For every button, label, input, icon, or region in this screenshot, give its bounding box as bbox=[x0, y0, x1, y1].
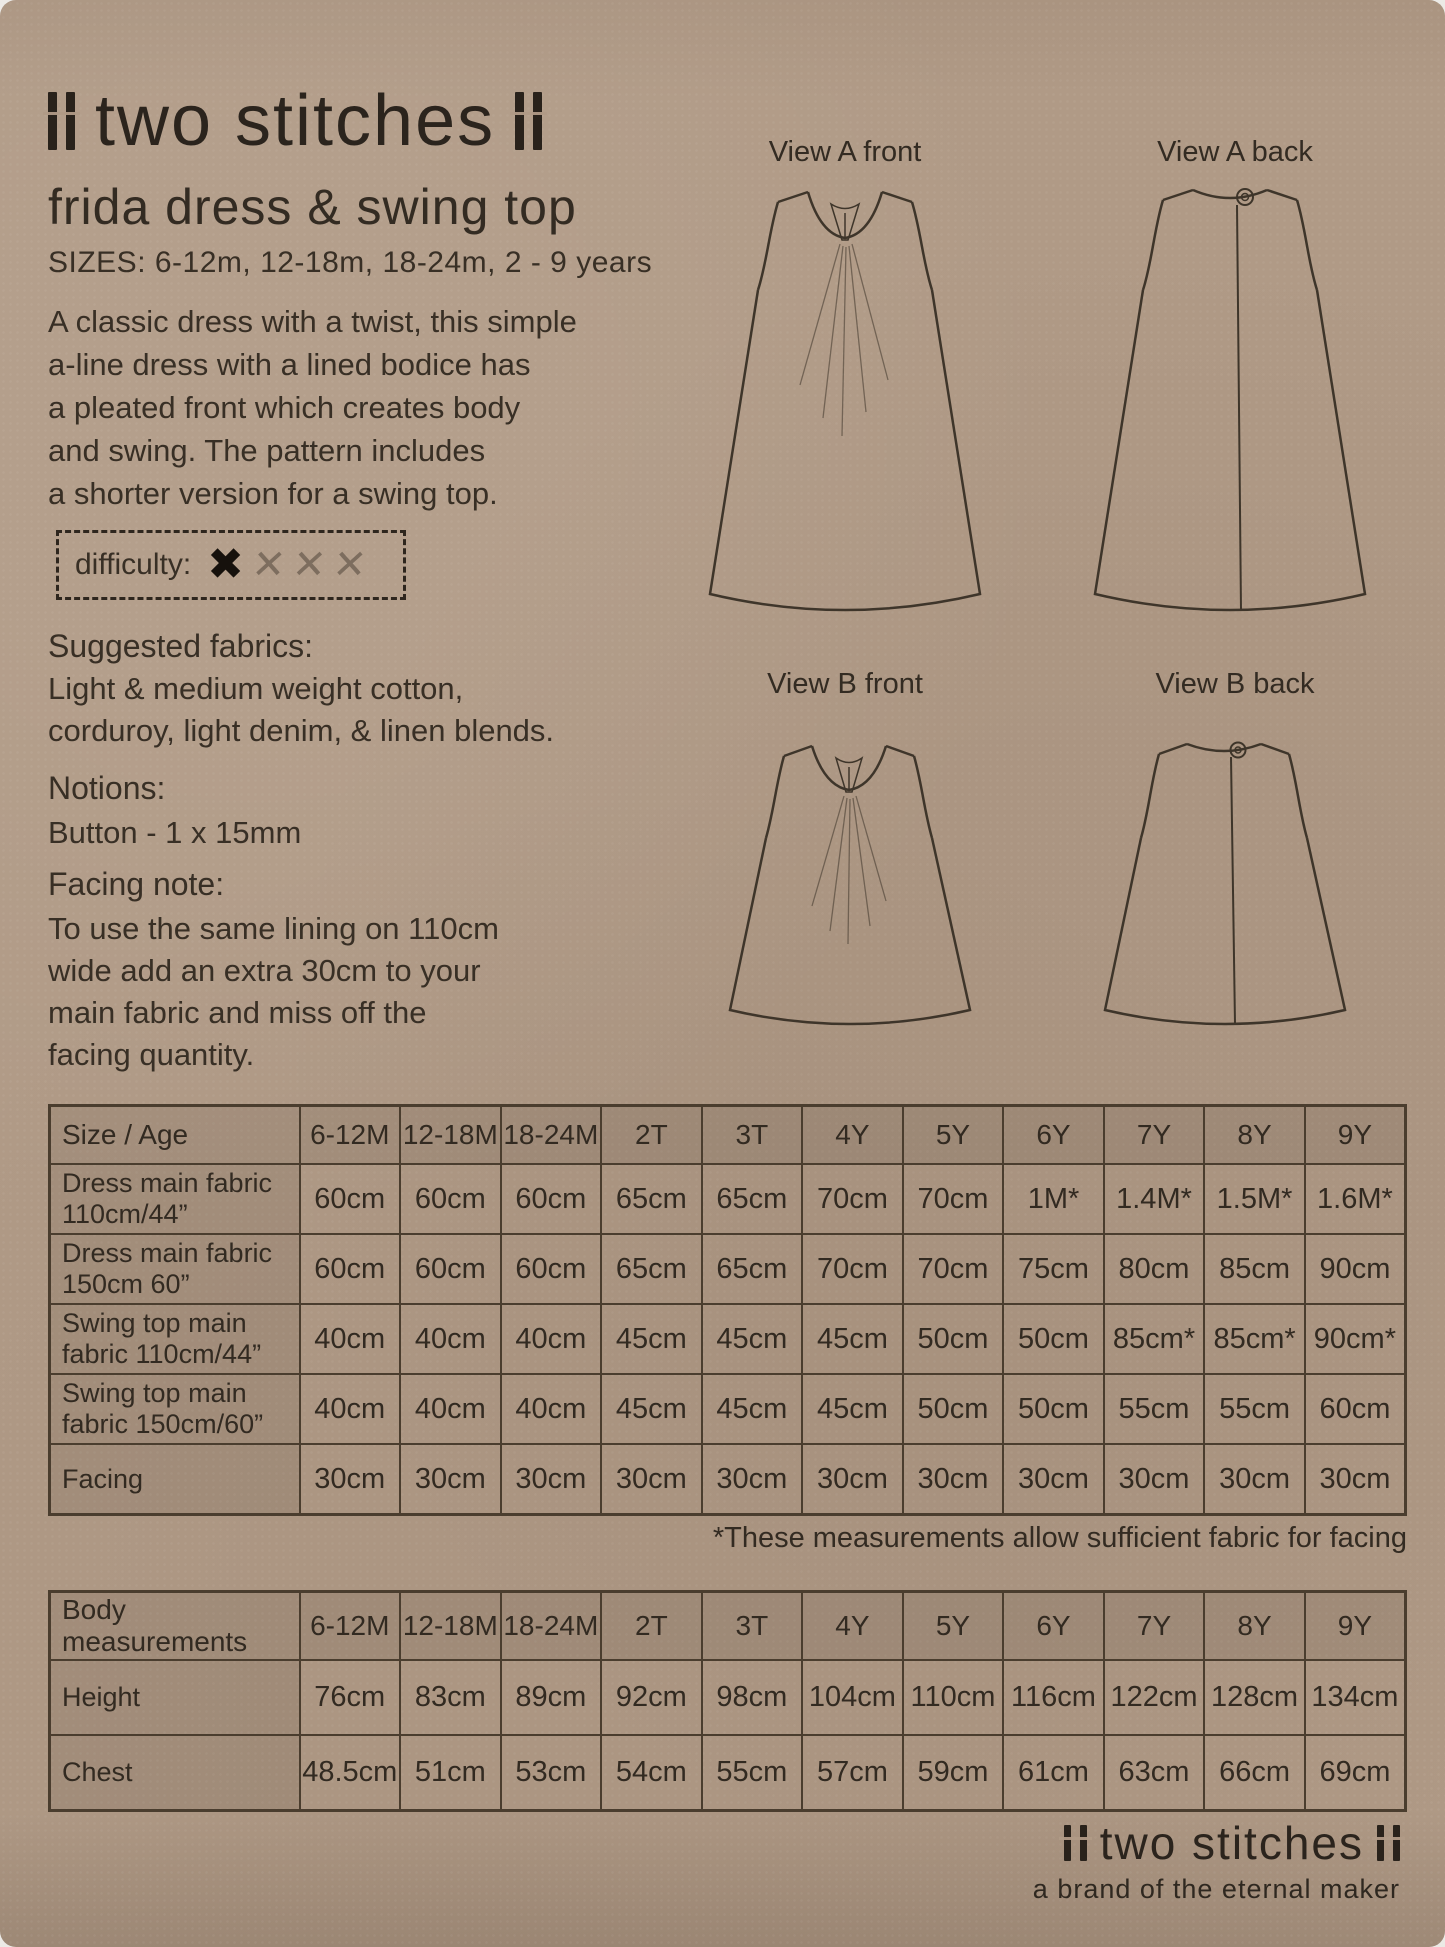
dress-back-drawing-icon bbox=[1075, 170, 1385, 640]
value-cell: 55cm bbox=[702, 1735, 803, 1811]
size-column-header: 6Y bbox=[1003, 1592, 1104, 1661]
value-cell: 30cm bbox=[702, 1444, 803, 1515]
view-a-front-label: View A front bbox=[768, 136, 922, 168]
facing-note-line: wide add an extra 30cm to your bbox=[48, 953, 481, 988]
value-cell: 70cm bbox=[802, 1234, 903, 1304]
value-cell: 1.5M* bbox=[1204, 1164, 1305, 1234]
logo-bars-icon bbox=[1377, 1825, 1400, 1861]
value-cell: 63cm bbox=[1104, 1735, 1205, 1811]
value-cell: 30cm bbox=[1003, 1444, 1104, 1515]
description-line: a shorter version for a swing top. bbox=[48, 476, 498, 511]
description-line: a-line dress with a lined bodice has bbox=[48, 347, 531, 382]
value-cell: 55cm bbox=[1204, 1374, 1305, 1444]
value-cell: 90cm bbox=[1305, 1234, 1406, 1304]
fabrics-body bbox=[48, 668, 554, 752]
size-column-header: 12-18M bbox=[400, 1106, 501, 1165]
value-cell: 1.4M* bbox=[1104, 1164, 1205, 1234]
facing-note-body bbox=[48, 908, 499, 1076]
value-cell: 122cm bbox=[1104, 1660, 1205, 1735]
value-cell: 60cm bbox=[400, 1234, 501, 1304]
size-column-header: 7Y bbox=[1104, 1106, 1205, 1165]
value-cell: 40cm bbox=[400, 1374, 501, 1444]
table-corner-header: Size / Age bbox=[50, 1106, 300, 1165]
facing-note-line: facing quantity. bbox=[48, 1037, 255, 1072]
value-cell: 30cm bbox=[802, 1444, 903, 1515]
size-column-header: 8Y bbox=[1204, 1592, 1305, 1661]
value-cell: 110cm bbox=[903, 1660, 1004, 1735]
footer-brand-logo bbox=[1064, 1816, 1400, 1870]
value-cell: 134cm bbox=[1305, 1660, 1406, 1735]
value-cell: 89cm bbox=[501, 1660, 602, 1735]
swing-top-front-drawing-icon bbox=[700, 726, 1000, 1046]
value-cell: 85cm* bbox=[1104, 1304, 1205, 1374]
sizes-line: SIZES: 6-12m, 12-18m, 18-24m, 2 - 9 years bbox=[48, 246, 653, 279]
value-cell: 76cm bbox=[300, 1660, 401, 1735]
page-title: frida dress & swing top bbox=[48, 179, 577, 235]
value-cell: 104cm bbox=[802, 1660, 903, 1735]
value-cell: 50cm bbox=[1003, 1304, 1104, 1374]
footer bbox=[1033, 1816, 1400, 1905]
value-cell: 60cm bbox=[300, 1164, 401, 1234]
size-column-header: 5Y bbox=[903, 1592, 1004, 1661]
view-b-front-illustration bbox=[700, 726, 1000, 1046]
dress-front-drawing-icon bbox=[690, 170, 1000, 640]
logo-bars-icon bbox=[1064, 1825, 1087, 1861]
value-cell: 83cm bbox=[400, 1660, 501, 1735]
value-cell: 54cm bbox=[601, 1735, 702, 1811]
fabric-table bbox=[48, 1104, 1407, 1516]
size-column-header: 7Y bbox=[1104, 1592, 1205, 1661]
size-column-header: 2T bbox=[601, 1106, 702, 1165]
description-line: A classic dress with a twist, this simple bbox=[48, 304, 577, 339]
size-column-header: 8Y bbox=[1204, 1106, 1305, 1165]
fabrics-line: corduroy, light denim, & linen blends. bbox=[48, 713, 555, 748]
value-cell: 98cm bbox=[702, 1660, 803, 1735]
table-corner-header: Body measurements bbox=[50, 1592, 300, 1661]
table-header-row bbox=[50, 1106, 1406, 1165]
value-cell: 65cm bbox=[702, 1234, 803, 1304]
description-line: and swing. The pattern includes bbox=[48, 433, 486, 468]
value-cell: 50cm bbox=[903, 1374, 1004, 1444]
size-column-header: 18-24M bbox=[501, 1592, 602, 1661]
facing-note-line: To use the same lining on 110cm bbox=[48, 911, 499, 946]
view-a-back-illustration bbox=[1075, 170, 1385, 640]
value-cell: 55cm bbox=[1104, 1374, 1205, 1444]
value-cell: 70cm bbox=[903, 1234, 1004, 1304]
value-cell: 30cm bbox=[1305, 1444, 1406, 1515]
size-column-header: 4Y bbox=[802, 1106, 903, 1165]
difficulty-mark-filled-icon: ✖ bbox=[207, 540, 245, 589]
value-cell: 45cm bbox=[702, 1304, 803, 1374]
description-line: a pleated front which creates body bbox=[48, 390, 521, 425]
value-cell: 45cm bbox=[802, 1304, 903, 1374]
size-column-header: 9Y bbox=[1305, 1106, 1406, 1165]
value-cell: 85cm* bbox=[1204, 1304, 1305, 1374]
value-cell: 45cm bbox=[802, 1374, 903, 1444]
row-label: Swing top main fabric 110cm/44” bbox=[50, 1304, 300, 1374]
fabrics-line: Light & medium weight cotton, bbox=[48, 671, 464, 706]
value-cell: 75cm bbox=[1003, 1234, 1104, 1304]
footer-brand-logo-text: two stitches bbox=[1099, 1817, 1364, 1869]
value-cell: 60cm bbox=[501, 1234, 602, 1304]
table-row bbox=[50, 1444, 1406, 1515]
size-column-header: 4Y bbox=[802, 1592, 903, 1661]
value-cell: 30cm bbox=[300, 1444, 401, 1515]
view-b-back-label: View B back bbox=[1155, 668, 1315, 700]
view-b-front-label: View B front bbox=[767, 668, 923, 700]
value-cell: 65cm bbox=[702, 1164, 803, 1234]
value-cell: 45cm bbox=[702, 1374, 803, 1444]
value-cell: 116cm bbox=[1003, 1660, 1104, 1735]
value-cell: 85cm bbox=[1204, 1234, 1305, 1304]
value-cell: 40cm bbox=[501, 1304, 602, 1374]
value-cell: 61cm bbox=[1003, 1735, 1104, 1811]
value-cell: 69cm bbox=[1305, 1735, 1406, 1811]
difficulty-marks-empty-icon: ✕✕✕ bbox=[249, 543, 376, 587]
value-cell: 1.6M* bbox=[1305, 1164, 1406, 1234]
value-cell: 90cm* bbox=[1305, 1304, 1406, 1374]
value-cell: 57cm bbox=[802, 1735, 903, 1811]
size-column-header: 3T bbox=[702, 1106, 803, 1165]
difficulty-label: difficulty: bbox=[75, 548, 192, 581]
value-cell: 50cm bbox=[1003, 1374, 1104, 1444]
logo-bars-icon bbox=[515, 92, 542, 150]
value-cell: 59cm bbox=[903, 1735, 1004, 1811]
view-a-back-label: View A back bbox=[1157, 136, 1313, 168]
value-cell: 30cm bbox=[400, 1444, 501, 1515]
size-column-header: 2T bbox=[601, 1592, 702, 1661]
view-b-back-illustration bbox=[1075, 726, 1375, 1046]
size-column-header: 5Y bbox=[903, 1106, 1004, 1165]
value-cell: 53cm bbox=[501, 1735, 602, 1811]
value-cell: 30cm bbox=[1204, 1444, 1305, 1515]
value-cell: 60cm bbox=[1305, 1374, 1406, 1444]
value-cell: 40cm bbox=[400, 1304, 501, 1374]
value-cell: 30cm bbox=[601, 1444, 702, 1515]
row-label: Facing bbox=[50, 1444, 300, 1515]
table-footnote: *These measurements allow sufficient fabric for facing bbox=[712, 1522, 1407, 1554]
facing-note-heading: Facing note: bbox=[48, 866, 225, 902]
row-label: Dress main fabric 150cm 60” bbox=[50, 1234, 300, 1304]
table-row bbox=[50, 1374, 1406, 1444]
table-row bbox=[50, 1164, 1406, 1234]
value-cell: 65cm bbox=[601, 1234, 702, 1304]
value-cell: 48.5cm bbox=[300, 1735, 401, 1811]
table-row bbox=[50, 1234, 1406, 1304]
value-cell: 40cm bbox=[300, 1304, 401, 1374]
value-cell: 60cm bbox=[300, 1234, 401, 1304]
value-cell: 51cm bbox=[400, 1735, 501, 1811]
value-cell: 50cm bbox=[903, 1304, 1004, 1374]
value-cell: 128cm bbox=[1204, 1660, 1305, 1735]
value-cell: 70cm bbox=[802, 1164, 903, 1234]
value-cell: 45cm bbox=[601, 1304, 702, 1374]
value-cell: 40cm bbox=[300, 1374, 401, 1444]
size-column-header: 9Y bbox=[1305, 1592, 1406, 1661]
value-cell: 60cm bbox=[400, 1164, 501, 1234]
value-cell: 66cm bbox=[1204, 1735, 1305, 1811]
size-column-header: 18-24M bbox=[501, 1106, 602, 1165]
row-label: Swing top main fabric 150cm/60” bbox=[50, 1374, 300, 1444]
footer-tagline: a brand of the eternal maker bbox=[1032, 1874, 1400, 1904]
body-measurements-table bbox=[48, 1590, 1407, 1812]
value-cell: 65cm bbox=[601, 1164, 702, 1234]
view-a-front-illustration bbox=[690, 170, 1000, 640]
row-label: Dress main fabric 110cm/44” bbox=[50, 1164, 300, 1234]
row-label: Height bbox=[50, 1660, 300, 1735]
notions-body: Button - 1 x 15mm bbox=[48, 815, 302, 850]
value-cell: 45cm bbox=[601, 1374, 702, 1444]
size-column-header: 12-18M bbox=[400, 1592, 501, 1661]
row-label: Chest bbox=[50, 1735, 300, 1811]
brand-logo bbox=[48, 76, 542, 166]
facing-note-line: main fabric and miss off the bbox=[48, 995, 427, 1030]
swing-top-back-drawing-icon bbox=[1075, 726, 1375, 1046]
logo-bars-icon bbox=[48, 92, 75, 150]
table-row bbox=[50, 1735, 1406, 1811]
notions-heading: Notions: bbox=[48, 770, 166, 806]
value-cell: 30cm bbox=[1104, 1444, 1205, 1515]
size-column-header: 6-12M bbox=[300, 1592, 401, 1661]
fabrics-heading: Suggested fabrics: bbox=[48, 628, 314, 664]
value-cell: 70cm bbox=[903, 1164, 1004, 1234]
value-cell: 60cm bbox=[501, 1164, 602, 1234]
value-cell: 92cm bbox=[601, 1660, 702, 1735]
table-row bbox=[50, 1660, 1406, 1735]
value-cell: 30cm bbox=[903, 1444, 1004, 1515]
size-column-header: 6-12M bbox=[300, 1106, 401, 1165]
value-cell: 30cm bbox=[501, 1444, 602, 1515]
table-header-row bbox=[50, 1592, 1406, 1661]
size-column-header: 3T bbox=[702, 1592, 803, 1661]
table-row bbox=[50, 1304, 1406, 1374]
value-cell: 1M* bbox=[1003, 1164, 1104, 1234]
brand-logo-text: two stitches bbox=[95, 81, 496, 161]
description bbox=[48, 300, 678, 515]
body-table bbox=[48, 1590, 1407, 1812]
value-cell: 40cm bbox=[501, 1374, 602, 1444]
size-column-header: 6Y bbox=[1003, 1106, 1104, 1165]
value-cell: 80cm bbox=[1104, 1234, 1205, 1304]
fabric-requirements-table bbox=[48, 1104, 1407, 1516]
difficulty-box bbox=[56, 530, 406, 600]
